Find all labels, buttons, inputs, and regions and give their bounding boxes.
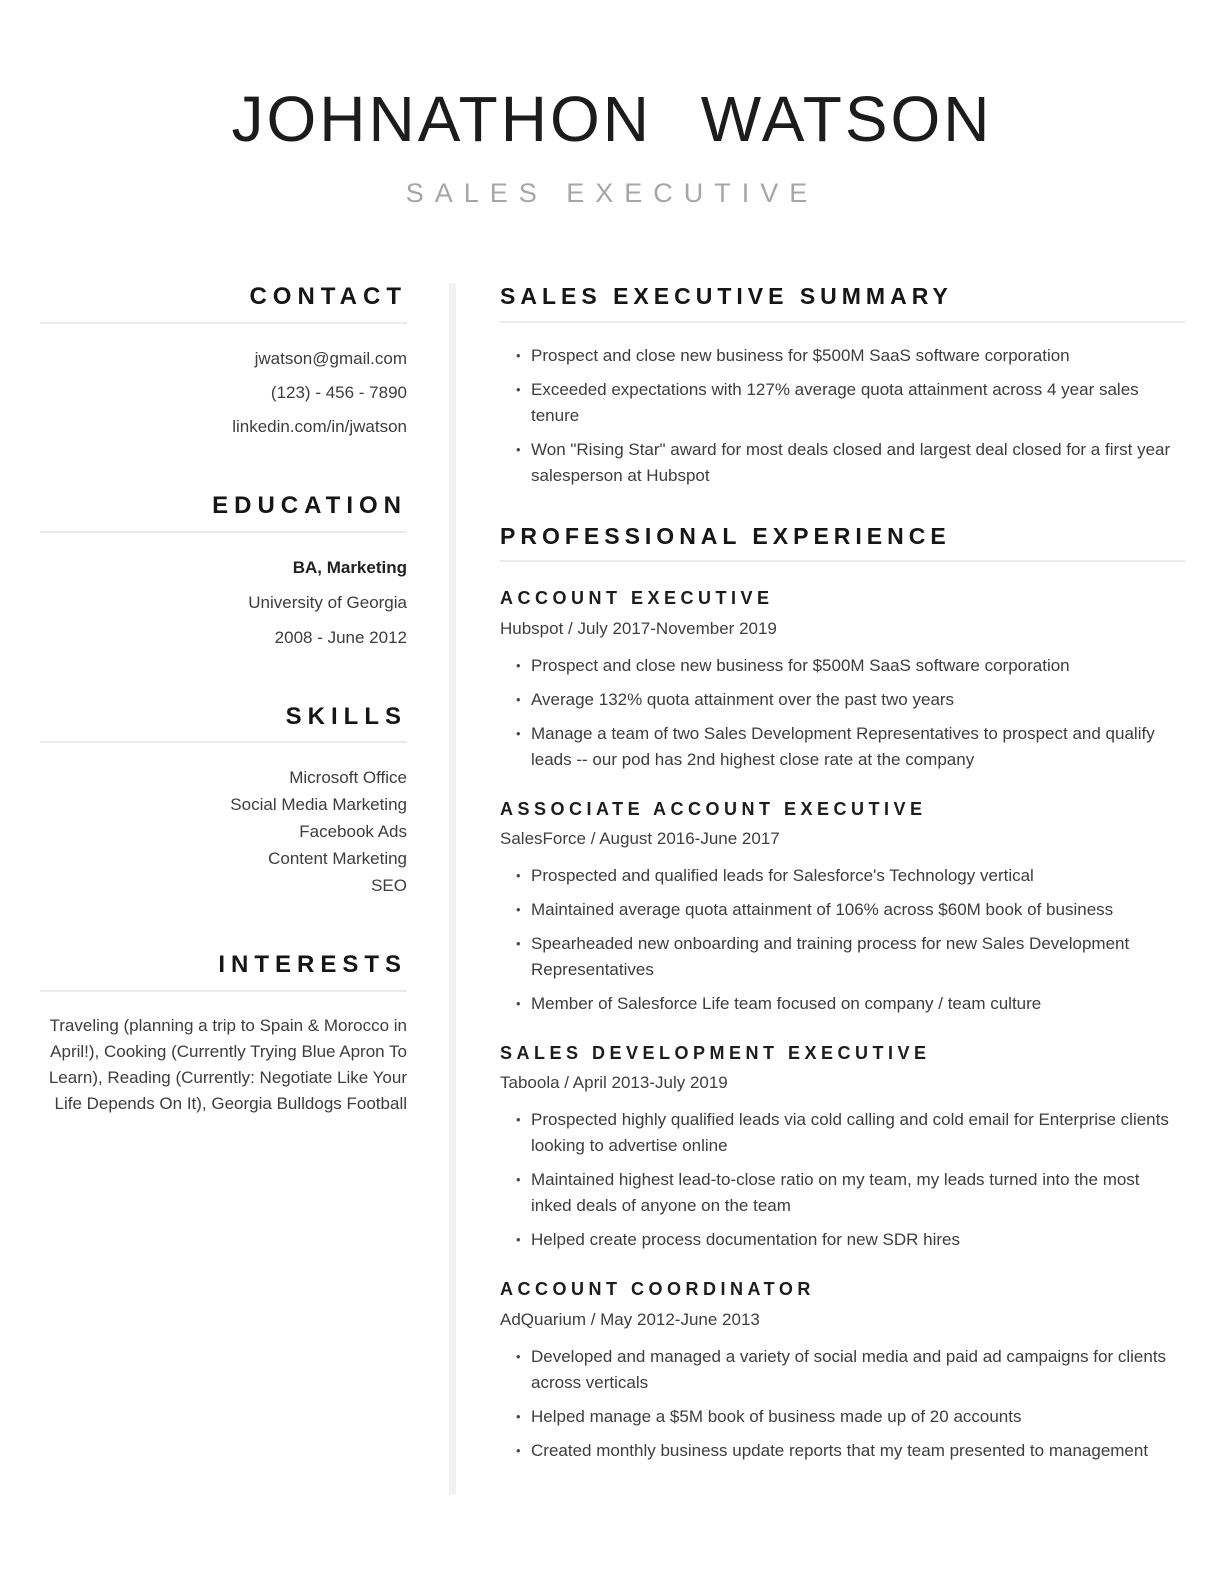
experience-heading: PROFESSIONAL EXPERIENCE: [500, 522, 951, 549]
job-entry-sales-development-executive: [500, 1042, 1185, 1253]
bullet-item: • Manage a team of two Sales Development Representatives to prospect and qualify leads -- our pod has 2nd highest close rate at the company: [500, 721, 1185, 773]
bullet-item: • Created monthly business update reports that my team presented to management: [500, 1438, 1185, 1464]
contact-heading: CONTACT: [249, 283, 407, 310]
section-rule: [40, 990, 407, 992]
bullet-item: • Prospected highly qualified leads via cold calling and cold email for Enterprise clients looking to advertise online: [500, 1107, 1185, 1159]
page-title: JOHNATHON WATSON: [231, 83, 993, 155]
section-rule: [500, 560, 1185, 562]
section-rule: [500, 321, 1185, 323]
skills-section: [40, 703, 407, 900]
bullet-item: • Developed and managed a variety of social media and paid ad campaigns for clients across verticals: [500, 1344, 1185, 1396]
bullet-item: • Average 132% quota attainment over the past two years: [500, 687, 1185, 713]
contact-section: [40, 283, 407, 440]
sidebar: [40, 283, 407, 1117]
section-rule: [40, 322, 407, 324]
main-content: [500, 283, 1185, 1472]
job-company-dates: SalesForce / August 2016-June 2017: [500, 828, 780, 848]
job-entry-account-executive: [500, 587, 1185, 772]
column-divider: [449, 283, 456, 1495]
bullet-item: • Exceeded expectations with 127% average quota attainment across 4 year sales tenure: [500, 377, 1185, 429]
section-rule: [40, 531, 407, 533]
education-degree: BA, Marketing: [292, 557, 407, 577]
job-title: ASSOCIATE ACCOUNT EXECUTIVE: [500, 798, 927, 819]
bullet-item: • Maintained highest lead-to-close ratio on my team, my leads turned into the most inked deals of anyone on the team: [500, 1167, 1185, 1219]
interests-text: Traveling (planning a trip to Spain & Morocco in April!), Cooking (Currently Trying Blue Apron To Learn), Reading (Currently: Negotiate Like Your Life Depends On It), Georgia Bulldogs Football: [48, 1016, 407, 1114]
resume-header: [0, 84, 1224, 209]
skill-item: Social Media Marketing: [230, 795, 407, 815]
bullet-item: • Member of Salesforce Life team focused on company / team culture: [500, 991, 1185, 1017]
skill-item: Facebook Ads: [299, 822, 407, 842]
section-rule: [40, 741, 407, 743]
job-bullet-list: [500, 1344, 1185, 1464]
education-school: University of Georgia: [248, 592, 407, 612]
job-entry-account-coordinator: [500, 1278, 1185, 1463]
job-company-dates: Hubspot / July 2017-November 2019: [500, 618, 777, 638]
job-title: SALES DEVELOPMENT EXECUTIVE: [500, 1042, 931, 1063]
summary-heading: SALES EXECUTIVE SUMMARY: [500, 283, 953, 309]
education-heading: EDUCATION: [212, 491, 407, 519]
interests-heading: INTERESTS: [218, 951, 407, 979]
job-bullet-list: [500, 1107, 1185, 1253]
job-company-dates: Taboola / April 2013-July 2019: [500, 1073, 728, 1093]
skill-item: Microsoft Office: [289, 768, 407, 788]
contact-email: jwatson@gmail.com: [254, 348, 407, 368]
skill-item: Content Marketing: [268, 849, 407, 869]
job-bullet-list: [500, 863, 1185, 1017]
job-company-dates: AdQuarium / May 2012-June 2013: [500, 1309, 760, 1329]
bullet-item: • Helped manage a $5M book of business made up of 20 accounts: [500, 1404, 1185, 1430]
summary-section: [500, 283, 1185, 489]
bullet-item: • Spearheaded new onboarding and training process for new Sales Development Representatives: [500, 931, 1185, 983]
contact-linkedin: linkedin.com/in/jwatson: [232, 416, 407, 436]
bullet-item: • Helped create process documentation for new SDR hires: [500, 1227, 1185, 1253]
header-job-title: SALES EXECUTIVE: [405, 178, 819, 209]
skills-heading: SKILLS: [285, 702, 407, 730]
job-title: ACCOUNT COORDINATOR: [500, 1279, 815, 1300]
interests-section: [40, 951, 407, 1117]
job-title: ACCOUNT EXECUTIVE: [500, 588, 774, 609]
bullet-item: • Won "Rising Star" award for most deals closed and largest deal closed for a first year salesperson at Hubspot: [500, 437, 1185, 489]
summary-bullet-list: [500, 343, 1185, 489]
skill-item: SEO: [371, 876, 407, 896]
bullet-item: • Prospect and close new business for $500M SaaS software corporation: [500, 653, 1185, 679]
bullet-item: • Prospect and close new business for $500M SaaS software corporation: [500, 343, 1185, 369]
contact-phone: (123) - 456 - 7890: [270, 382, 407, 402]
education-dates: 2008 - June 2012: [274, 627, 407, 647]
bullet-item: • Prospected and qualified leads for Salesforce's Technology vertical: [500, 863, 1185, 889]
job-entry-associate-account-executive: [500, 798, 1185, 1017]
education-section: [40, 492, 407, 651]
job-bullet-list: [500, 653, 1185, 773]
bullet-item: • Maintained average quota attainment of 106% across $60M book of business: [500, 897, 1185, 923]
experience-section: [500, 523, 1185, 1464]
